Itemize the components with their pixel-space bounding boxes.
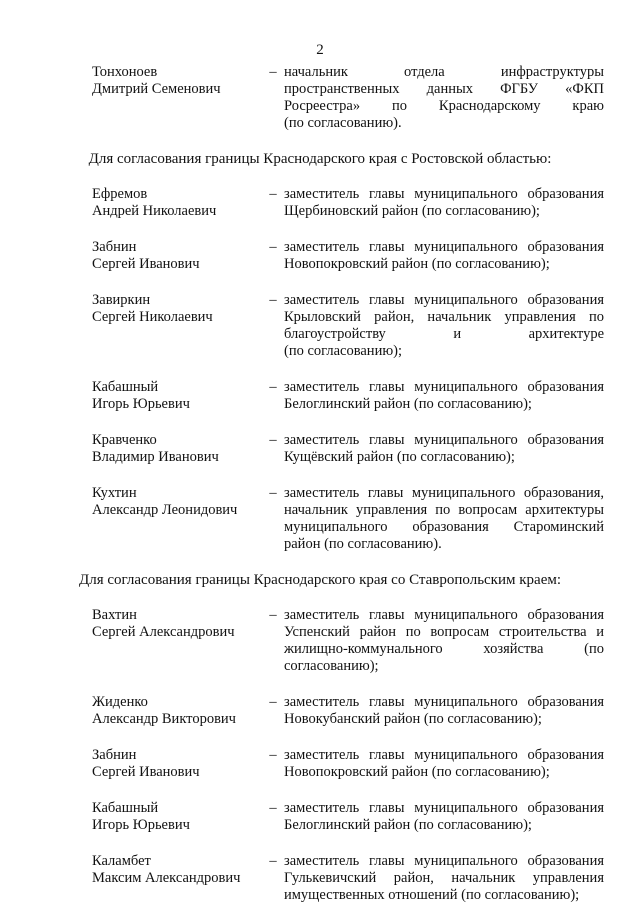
member-entry xyxy=(92,64,604,132)
member-surname: Тонхоноев xyxy=(92,64,158,80)
member-name xyxy=(92,432,262,466)
role-line: начальник управления по вопросам архитектуры xyxy=(284,502,604,518)
role-line: заместитель главы муниципального образования xyxy=(284,186,604,202)
member-role xyxy=(284,379,604,413)
member-entry xyxy=(92,694,604,728)
member-entry xyxy=(92,186,604,220)
role-line: Новокубанский район (по согласованию); xyxy=(284,711,542,727)
role-line: начальник отдела инфраструктуры xyxy=(284,64,604,80)
role-line: (по согласованию). xyxy=(284,115,402,131)
member-name xyxy=(92,607,262,675)
role-line: жилищно-коммунального хозяйства (по xyxy=(284,641,604,657)
member-given-name: Игорь Юрьевич xyxy=(92,817,190,833)
role-line: благоустройству и архитектуре xyxy=(284,326,604,342)
role-line: Новопокровский район (по согласованию); xyxy=(284,256,550,272)
member-entry xyxy=(92,747,604,781)
member-name xyxy=(92,694,262,728)
role-line: Белоглинский район (по согласованию); xyxy=(284,817,532,833)
dash-separator: – xyxy=(269,379,277,395)
dash-separator: – xyxy=(269,800,277,816)
member-given-name: Сергей Александрович xyxy=(92,624,235,640)
role-line: (по согласованию); xyxy=(284,343,403,359)
member-role xyxy=(284,747,604,781)
member-entry xyxy=(92,239,604,273)
dash-separator: – xyxy=(269,853,277,869)
member-name xyxy=(92,747,262,781)
member-role xyxy=(284,432,604,466)
page-number: 2 xyxy=(316,42,324,58)
role-line: заместитель главы муниципального образования xyxy=(284,607,604,623)
role-line: заместитель главы муниципального образования xyxy=(284,432,604,448)
member-role xyxy=(284,186,604,220)
role-line: район (по согласованию). xyxy=(284,536,442,552)
member-surname: Забнин xyxy=(92,239,137,255)
member-given-name: Александр Викторович xyxy=(92,711,236,727)
member-name xyxy=(92,800,262,834)
role-line: Гулькевичский район, начальник управления xyxy=(284,870,604,886)
member-role xyxy=(284,853,604,904)
member-given-name: Владимир Иванович xyxy=(92,449,219,465)
role-line: согласованию); xyxy=(284,658,379,674)
stavropol-member-list xyxy=(92,607,604,904)
document-body xyxy=(78,64,604,923)
member-given-name: Сергей Иванович xyxy=(92,764,200,780)
member-entry xyxy=(92,800,604,834)
dash-separator: – xyxy=(269,747,277,763)
member-role xyxy=(284,239,604,273)
role-line: Кущёвский район (по согласованию); xyxy=(284,449,515,465)
rostov-member-list xyxy=(92,186,604,553)
role-line: Успенский район по вопросам строительства и xyxy=(284,624,604,640)
member-given-name: Максим Александрович xyxy=(92,870,241,886)
dash-separator: – xyxy=(269,432,277,448)
member-name xyxy=(92,853,262,904)
member-surname: Жиденко xyxy=(92,694,148,710)
role-line: заместитель главы муниципального образования xyxy=(284,379,604,395)
role-line: заместитель главы муниципального образования xyxy=(284,694,604,710)
section-heading-rostov: Для согласования границы Краснодарского края с Ростовской областью: xyxy=(88,151,552,167)
member-surname: Кабашный xyxy=(92,800,159,816)
role-line: Белоглинский район (по согласованию); xyxy=(284,396,532,412)
role-line: Крыловский район, начальник управления по xyxy=(284,309,604,325)
member-surname: Кухтин xyxy=(92,485,137,501)
dash-separator: – xyxy=(269,186,277,202)
member-surname: Ефремов xyxy=(92,186,148,202)
section-heading-stavropol: Для согласования границы Краснодарского края со Ставропольским краем: xyxy=(78,572,562,588)
member-name xyxy=(92,186,262,220)
dash-separator: – xyxy=(269,694,277,710)
member-role xyxy=(284,485,604,553)
dash-separator: – xyxy=(269,64,277,80)
member-given-name: Игорь Юрьевич xyxy=(92,396,190,412)
dash-separator: – xyxy=(269,607,277,623)
dash-separator: – xyxy=(269,485,277,501)
role-line: заместитель главы муниципального образования xyxy=(284,800,604,816)
intro-list xyxy=(92,64,604,132)
member-surname: Кравченко xyxy=(92,432,157,448)
member-name xyxy=(92,64,262,132)
member-name xyxy=(92,292,262,360)
dash-separator: – xyxy=(269,292,277,308)
member-entry xyxy=(92,292,604,360)
member-given-name: Александр Леонидович xyxy=(92,502,238,518)
role-line: имущественных отношений (по согласованию); xyxy=(284,887,580,903)
member-role xyxy=(284,607,604,675)
member-surname: Каламбет xyxy=(92,853,151,869)
member-entry xyxy=(92,485,604,553)
role-line: заместитель главы муниципального образования xyxy=(284,239,604,255)
member-name xyxy=(92,239,262,273)
member-surname: Завиркин xyxy=(92,292,151,308)
member-role xyxy=(284,64,604,132)
member-role xyxy=(284,800,604,834)
member-surname: Вахтин xyxy=(92,607,137,623)
member-given-name: Сергей Николаевич xyxy=(92,309,213,325)
member-given-name: Сергей Иванович xyxy=(92,256,200,272)
role-line: муниципального образования Староминский xyxy=(284,519,604,535)
member-name xyxy=(92,485,262,553)
member-given-name: Андрей Николаевич xyxy=(92,203,217,219)
member-name xyxy=(92,379,262,413)
role-line: Росреестра» по Краснодарскому краю xyxy=(284,98,604,114)
member-entry xyxy=(92,853,604,904)
member-surname: Забнин xyxy=(92,747,137,763)
member-role xyxy=(284,694,604,728)
role-line: пространственных данных ФГБУ «ФКП xyxy=(284,81,604,97)
member-entry xyxy=(92,607,604,675)
member-given-name: Дмитрий Семенович xyxy=(92,81,221,97)
member-entry xyxy=(92,432,604,466)
role-line: заместитель главы муниципального образования, xyxy=(284,485,604,501)
role-line: Новопокровский район (по согласованию); xyxy=(284,764,550,780)
dash-separator: – xyxy=(269,239,277,255)
member-role xyxy=(284,292,604,360)
member-entry xyxy=(92,379,604,413)
role-line: Щербиновский район (по согласованию); xyxy=(284,203,540,219)
role-line: заместитель главы муниципального образования xyxy=(284,292,604,308)
role-line: заместитель главы муниципального образования xyxy=(284,853,604,869)
role-line: заместитель главы муниципального образования xyxy=(284,747,604,763)
member-surname: Кабашный xyxy=(92,379,159,395)
